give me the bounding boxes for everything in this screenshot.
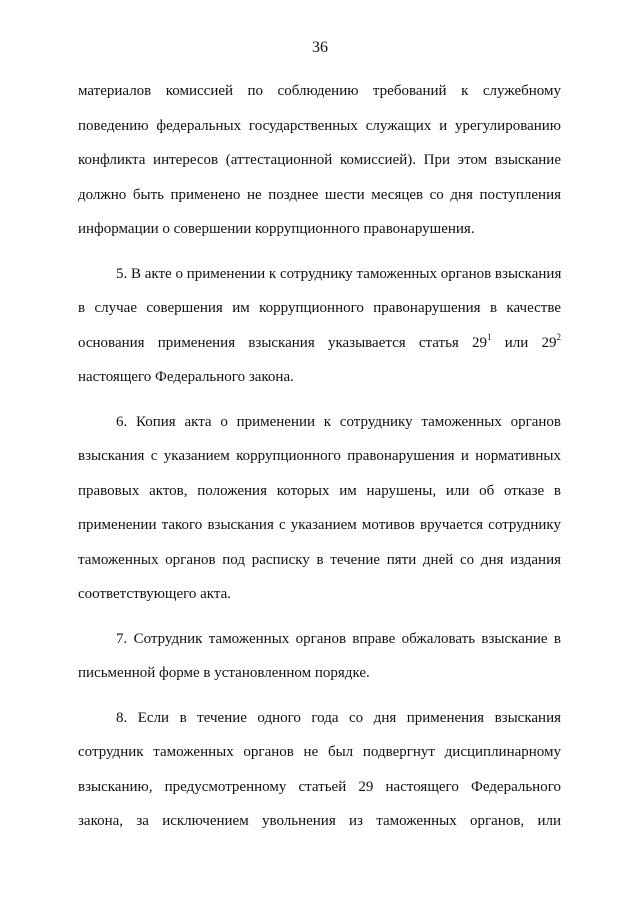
text-line: соответствующего акта.: [78, 586, 232, 602]
text-line: правовых актов, положения которых им нарушены, или об отказе в: [78, 482, 561, 499]
text-line: 6. Копия акта о применении к сотруднику таможенных органов: [116, 413, 561, 430]
text-line: конфликта интересов (аттестационной комиссией). При этом взыскание: [78, 152, 561, 168]
text-line: поведению федеральных государственных служащих и урегулированию: [78, 117, 561, 134]
page-number: 36: [312, 39, 328, 56]
text-line: взысканию, предусмотренному статьей 29 настоящего Федерального: [78, 778, 561, 795]
superscript-2: 2: [556, 331, 561, 342]
text-line: 7. Сотрудник таможенных органов вправе обжаловать взыскание в: [116, 630, 561, 647]
text-line: применении такого взыскания с указанием мотивов вручается сотруднику: [78, 517, 561, 533]
text-line: письменной форме в установленном порядке.: [78, 665, 370, 681]
text-line: в случае совершения им коррупционного правонарушения в качестве: [78, 300, 561, 316]
article-reference-line: [78, 326, 561, 361]
text-line: 5. В акте о применении к сотруднику таможенных органов взыскания: [116, 265, 562, 282]
paragraph-5: [78, 257, 561, 395]
paragraph-continuation: [78, 74, 561, 247]
article-reference-text: или 29: [504, 334, 557, 351]
text-line: 8. Если в течение одного года со дня применения взыскания: [116, 709, 561, 726]
text-line: должно быть применено не позднее шести месяцев со дня поступления: [78, 186, 561, 203]
paragraph-8: [78, 701, 561, 839]
text-line: закона, за исключением увольнения из таможенных органов, или: [78, 813, 561, 829]
document-body: [78, 74, 561, 839]
paragraph-6: [78, 405, 561, 612]
text-line: информации о совершении коррупционного правонарушения.: [78, 221, 475, 237]
text-line: таможенных органов под расписку в течение пяти дней со дня издания: [78, 551, 561, 568]
text-line: настоящего Федерального закона.: [78, 369, 294, 385]
text-line: материалов комиссией по соблюдению требований к служебному: [78, 83, 561, 99]
article-reference-text: основания применения взыскания указывается статья 29: [78, 334, 488, 351]
text-line: сотрудник таможенных органов не был подвергнут дисциплинарному: [78, 744, 561, 760]
superscript-1: 1: [487, 331, 492, 342]
paragraph-7: [78, 622, 561, 691]
text-line: взыскания с указанием коррупционного правонарушения и нормативных: [78, 448, 561, 464]
